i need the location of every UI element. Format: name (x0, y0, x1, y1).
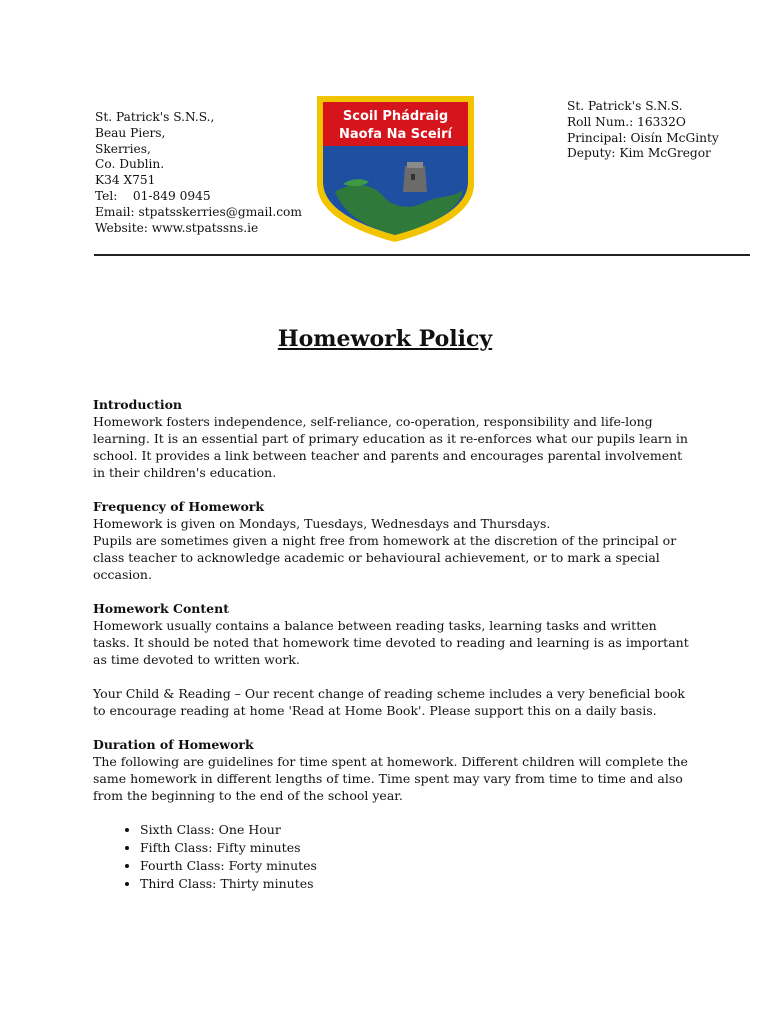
section-paragraph: Your Child & Reading – Our recent change of reading scheme includes a very beneficial book to encourage reading at home 'Read at Home Book'. Please support this on a daily basis. (93, 686, 685, 718)
website: Website: www.stpatssns.ie (95, 220, 259, 235)
crest-text-line1: Scoil Phádraig (342, 109, 449, 124)
deputy: Deputy: Kim McGregor (567, 146, 711, 161)
list-item: • Third Class: Thirty minutes (140, 875, 693, 893)
duration-list (93, 821, 693, 893)
school-address-block (95, 110, 302, 236)
header-divider (94, 254, 750, 256)
email: Email: stpatsskerries@gmail.com (95, 204, 302, 219)
list-item: • Sixth Class: One Hour (140, 821, 693, 839)
section-content (93, 600, 693, 668)
section-reading (93, 685, 693, 719)
school-info-block (567, 99, 719, 162)
list-item: • Fifth Class: Fifty minutes (140, 839, 693, 857)
section-heading: Homework Content (93, 601, 229, 616)
eircode: K34 X751 (95, 173, 156, 188)
policy-body (93, 396, 693, 893)
list-item: • Fourth Class: Forty minutes (140, 857, 693, 875)
crest-text-line2: Naofa Na Sceirí (339, 127, 452, 142)
section-heading: Frequency of Homework (93, 499, 265, 514)
school-name: St. Patrick's S.N.S. (567, 99, 683, 113)
section-paragraph: Homework usually contains a balance between reading tasks, learning tasks and written tasks. It should be noted that homework time devoted to reading and learning is as important as time devoted to written work. (93, 618, 689, 667)
section-paragraph: Homework is given on Mondays, Tuesdays, Wednesdays and Thursdays. (93, 516, 551, 531)
principal: Principal: Oisín McGinty (567, 130, 719, 145)
address-line: St. Patrick's S.N.S., (95, 110, 215, 124)
address-line: Co. Dublin. (95, 157, 165, 172)
roll-number: Roll Num.: 16332O (567, 114, 686, 129)
section-heading: Duration of Homework (93, 737, 254, 752)
document-title: Homework Policy (277, 326, 493, 352)
section-paragraph: Homework fosters independence, self-reliance, co-operation, responsibility and life-long learning. It is an essential part of primary education as it re-enforces what our pupils learn in school. It provides a link between teacher and parents and encourages parental involvement in their children's education. (93, 414, 688, 480)
section-frequency (93, 498, 693, 583)
address-line: Beau Piers, (95, 125, 166, 140)
address-line: Skerries, (95, 141, 151, 156)
telephone: Tel: 01-849 0945 (95, 188, 211, 203)
section-paragraph: Pupils are sometimes given a night free from homework at the discretion of the principal or class teacher to acknowledge academic or behavioural achievement, or to mark a special occasion. (93, 533, 677, 582)
section-duration (93, 736, 693, 804)
school-crest-logo (313, 92, 478, 244)
section-paragraph: The following are guidelines for time spent at homework. Different children will complete the same homework in different lengths of time. Time spent may vary from time to time and also from the beginning to the end of the school year. (93, 754, 688, 803)
section-heading: Introduction (93, 397, 183, 412)
section-introduction (93, 396, 693, 481)
